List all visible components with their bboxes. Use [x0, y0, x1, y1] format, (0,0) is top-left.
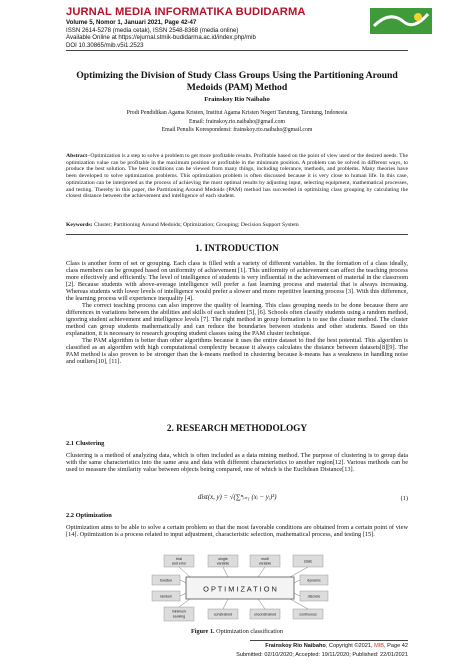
paragraph: Optimization aims to be able to solve a certain problem so that the most favorable conditions are obtained from a certain point of view [14]. Optimization is a process related to input adjustment, characteristic selection, mathematical process, and testing [15]. — [66, 524, 408, 538]
subsection-heading-clustering: 2.1 Clustering — [66, 440, 105, 447]
paper-title: Optimizing the Division of Study Class Groups Using the Partitioning Around Medoids (PAM) Method — [76, 70, 398, 93]
optimization-diagram — [150, 553, 330, 623]
issn-line: ISSN 2614-5278 (media cetak), ISSN 2548-8368 (media online) — [66, 26, 239, 34]
diagram-label-seeking: seeking — [172, 614, 186, 619]
keywords — [66, 222, 408, 229]
corresponding-email[interactable]: Email Penulis Korespondensi: frainskoy.rio.naibaho@gmail.com — [161, 127, 313, 133]
paragraph: The PAM algorithm is better than other algorithms because it uses the entire dataset to find the best potential. This algorithm is classified as an algorithm with high computational complexity because it always calculates the distance between datasets[8][9]. The PAM method is also proven to be stronger than the k-means method in clustering because k-means has a weakness in handling noise and outliers[10], [11]. — [66, 337, 408, 365]
header-rule — [66, 50, 408, 51]
footer-author: Frainskoy Rio Naibaho — [265, 643, 326, 649]
subsection-heading-optimization: 2.2 Optimization — [66, 512, 112, 519]
footer-journal-abbr: MIB — [374, 643, 385, 649]
affiliation-block — [66, 109, 408, 135]
keywords-label: Keywords: — [66, 222, 93, 228]
volume-line: Volume 5, Nomor 1, Januari 2021, Page 42-47 — [66, 19, 197, 26]
paragraph: The correct teaching process can also improve the quality of learning. This class grouping needs to be done because there are differences in variations between the abilities and skills of each student [5], [6]. Schools often classify students using a random method, ignoring student achievement and intelligence levels [7]. The right method in group formation is to use the cluster method. The cluster method can group students mathematically and can reduce the boundaries between students and other students. Based on this explanation, it is necessary to research grouping student classes using the PAM cluster technique. — [66, 302, 408, 337]
footer-copyright-text: , Copyright ©2021, — [325, 643, 375, 649]
connector — [223, 567, 228, 577]
diagram-label-discrete: discrete — [307, 594, 321, 599]
introduction-body — [66, 260, 408, 365]
affiliation-line: Prodi Pendidikan Agama Kristen, Institut Agama Kristen Negeri Tarutung, Tarutung, Indonesia — [126, 110, 348, 116]
footer-dates: Submitted: 02/10/2020; Accepted: 19/11/2020; Published: 22/01/2021 — [236, 652, 408, 658]
euclidean-equation — [66, 493, 408, 507]
diagram-label-continuous: continuous — [299, 612, 317, 617]
diagram-label-single: single — [218, 556, 228, 561]
author-name: Frainskoy Rio Naibaho — [204, 96, 270, 103]
journal-logo — [370, 6, 432, 36]
diagram-label-minimum: minimum — [171, 609, 187, 614]
equation-formula: dist(x, y) = √(∑ⁿᵢ₌₁ (xᵢ − yᵢ)²) — [198, 494, 277, 501]
diagram-label-trial: trial — [176, 556, 182, 561]
abstract-text: −Optimization is a step to solve a problem to get more profitable results. Profitable based on the point of view used or the desired needs. The optimization value can be profitable in the maximum position or profitable in the minimum position. A problem can be solved in different ways, to produce the best solution. The best conditions can be viewed from many things, including tolerance, methods, and problems. Many theories have been developed to solve optimization problems. This optimization problem is often discussed because it is very close to human life. In this case, optimization can be interpreted as the process of achieving the most optimal results by adjusting input, selecting equipment, mathematical processes, and testing. Thereby in this paper, the Partitioning Around Medoids (PAM) method has succeeded in optimizing class grouping by calculating the closest distance between the achievement and intelligence of each student. — [66, 153, 408, 200]
diagram-label-multi: multi — [261, 556, 269, 561]
journal-name: JURNAL MEDIA INFORMATIKA BUDIDARMA — [66, 6, 306, 18]
diagram-label-variable-1: variable — [216, 561, 230, 566]
diagram-label-function: function — [159, 578, 173, 583]
footer-page: , Page 42 — [384, 643, 408, 649]
connector — [223, 599, 228, 609]
doi-line[interactable]: DOI 10.30865/mib.v5i1.2523 — [66, 42, 144, 50]
section-heading-introduction: 1. INTRODUCTION — [195, 244, 279, 254]
connector — [294, 580, 300, 583]
diagram-label-static: static — [303, 559, 313, 564]
paragraph: Clustering is a method of analyzing data, which is often included as a data mining method. The purpose of clustering is to group data with the same characteristics into the same area and data with different characteristics to another region[12]. Various methods can be used to measure the similarity value between objects being compared, one of which is the Euclidean Distance[13]. — [66, 452, 408, 473]
author-email[interactable]: Email: frainskoy.rio.naibaho@gmail.com — [188, 118, 286, 125]
connector — [258, 567, 265, 577]
connector — [180, 593, 186, 596]
clustering-body — [66, 452, 408, 473]
journal-header — [66, 6, 386, 50]
connector — [180, 580, 186, 583]
paragraph: Class is another form of set or grouping. Each class is filled with a variety of different variables. In the formation of a class ideally, class members can be grouped based on uniformity of achievement [1]. This uniformity of achievement can affect the teaching process more effectively and efficiently. The level of intelligence of students is very influential in the achievement of material in the classroom [2]. Because students with above-average intelligence will prefer a fast learning process and material that is always increasing. Whereas students with lower levels of intelligence would prefer a slower and more repetitive learning process [3]. With this difference, the learning process will experience inequality [4]. — [66, 260, 408, 302]
diagram-label-dynamic: dynamic — [307, 578, 321, 583]
connector — [179, 567, 190, 577]
available-line[interactable]: Available Online at https://ejurnal.stmik-budidarma.ac.id/index.php/mib — [66, 34, 256, 42]
abstract-rule — [66, 234, 408, 235]
abstract — [66, 153, 408, 200]
figure-caption-label: Figure 1. — [191, 628, 215, 635]
diagram-label-constrained: constrained — [213, 612, 233, 617]
connector — [258, 599, 265, 609]
logo-dot — [414, 13, 422, 21]
figure-caption-text: Optimization classification — [214, 628, 283, 635]
diagram-label-random: random — [159, 594, 173, 599]
section-heading-methodology: 2. RESEARCH METHODOLOGY — [166, 424, 308, 434]
diagram-center-label: O P T I M I Z A T I O N — [203, 584, 277, 594]
connector — [179, 599, 190, 607]
footer-rule — [250, 640, 408, 641]
optimization-body — [66, 524, 408, 538]
equation-number: (1) — [400, 495, 408, 502]
keywords-text: Cluster; Partitioning Around Medoids; Optimization; Grouping; Decision Support System — [92, 222, 299, 228]
connector — [294, 593, 300, 596]
footer-copyright — [265, 643, 408, 649]
figure-caption — [66, 628, 408, 635]
diagram-label-unconstrained: unconstrained — [253, 612, 277, 617]
diagram-label-variable-2: variable — [258, 561, 272, 566]
abstract-label: Abstract — [66, 153, 88, 159]
diagram-label-and-error: and error — [171, 561, 187, 566]
